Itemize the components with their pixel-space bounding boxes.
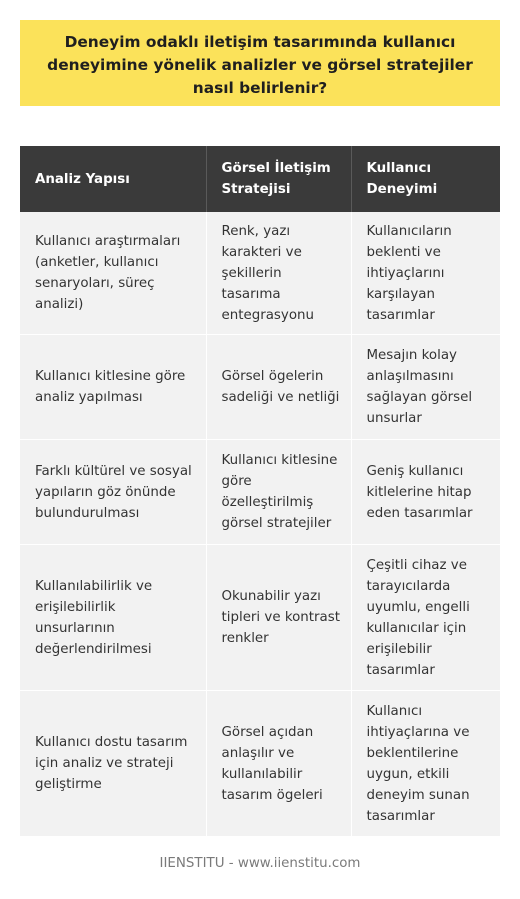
- table-cell: Çeşitli cihaz ve tarayıcılarda uyumlu, engelli kullanıcılar için erişilebilir tasarımlar: [351, 545, 500, 691]
- table-header-row: [20, 146, 500, 212]
- table-cell: Kullanıcı ihtiyaçlarına ve beklentilerine uygun, etkili deneyim sunan tasarımlar: [351, 691, 500, 837]
- table-cell: Okunabilir yazı tipleri ve kontrast renkler: [206, 545, 351, 691]
- table-cell: Kullanıcı araştırmaları (anketler, kullanıcı senaryoları, süreç analizi): [20, 212, 206, 335]
- table-row: [20, 335, 500, 440]
- table-cell: Görsel ögelerin sadeliği ve netliği: [206, 335, 351, 440]
- table-cell: Kullanıcı dostu tasarım için analiz ve strateji geliştirme: [20, 691, 206, 837]
- header-visual-communication-strategy: Görsel İletişim Stratejisi: [206, 146, 351, 212]
- table-cell: Kullanılabilirlik ve erişilebilirlik unsurlarının değerlendirilmesi: [20, 545, 206, 691]
- table-cell: Kullanıcıların beklenti ve ihtiyaçlarını karşılayan tasarımlar: [351, 212, 500, 335]
- page-title: Deneyim odaklı iletişim tasarımında kullanıcı deneyimine yönelik analizler ve görsel stratejiler nasıl belirlenir?: [20, 20, 500, 106]
- footer-credit: IIENSTITU - www.iienstitu.com: [159, 856, 361, 871]
- table-row: [20, 440, 500, 545]
- header-analysis-structure: Analiz Yapısı: [20, 146, 206, 212]
- table-row: [20, 545, 500, 691]
- comparison-table: [20, 146, 500, 837]
- table-cell: Farklı kültürel ve sosyal yapıların göz önünde bulundurulması: [20, 440, 206, 545]
- table-cell: Geniş kullanıcı kitlelerine hitap eden tasarımlar: [351, 440, 500, 545]
- table-cell: Renk, yazı karakteri ve şekillerin tasarıma entegrasyonu: [206, 212, 351, 335]
- table-row: [20, 691, 500, 837]
- table-cell: Mesajın kolay anlaşılmasını sağlayan görsel unsurlar: [351, 335, 500, 440]
- table-cell: Görsel açıdan anlaşılır ve kullanılabilir tasarım ögeleri: [206, 691, 351, 837]
- table-cell: Kullanıcı kitlesine göre analiz yapılması: [20, 335, 206, 440]
- header-user-experience: Kullanıcı Deneyimi: [351, 146, 500, 212]
- table-cell: Kullanıcı kitlesine göre özelleştirilmiş görsel stratejiler: [206, 440, 351, 545]
- table-row: [20, 212, 500, 335]
